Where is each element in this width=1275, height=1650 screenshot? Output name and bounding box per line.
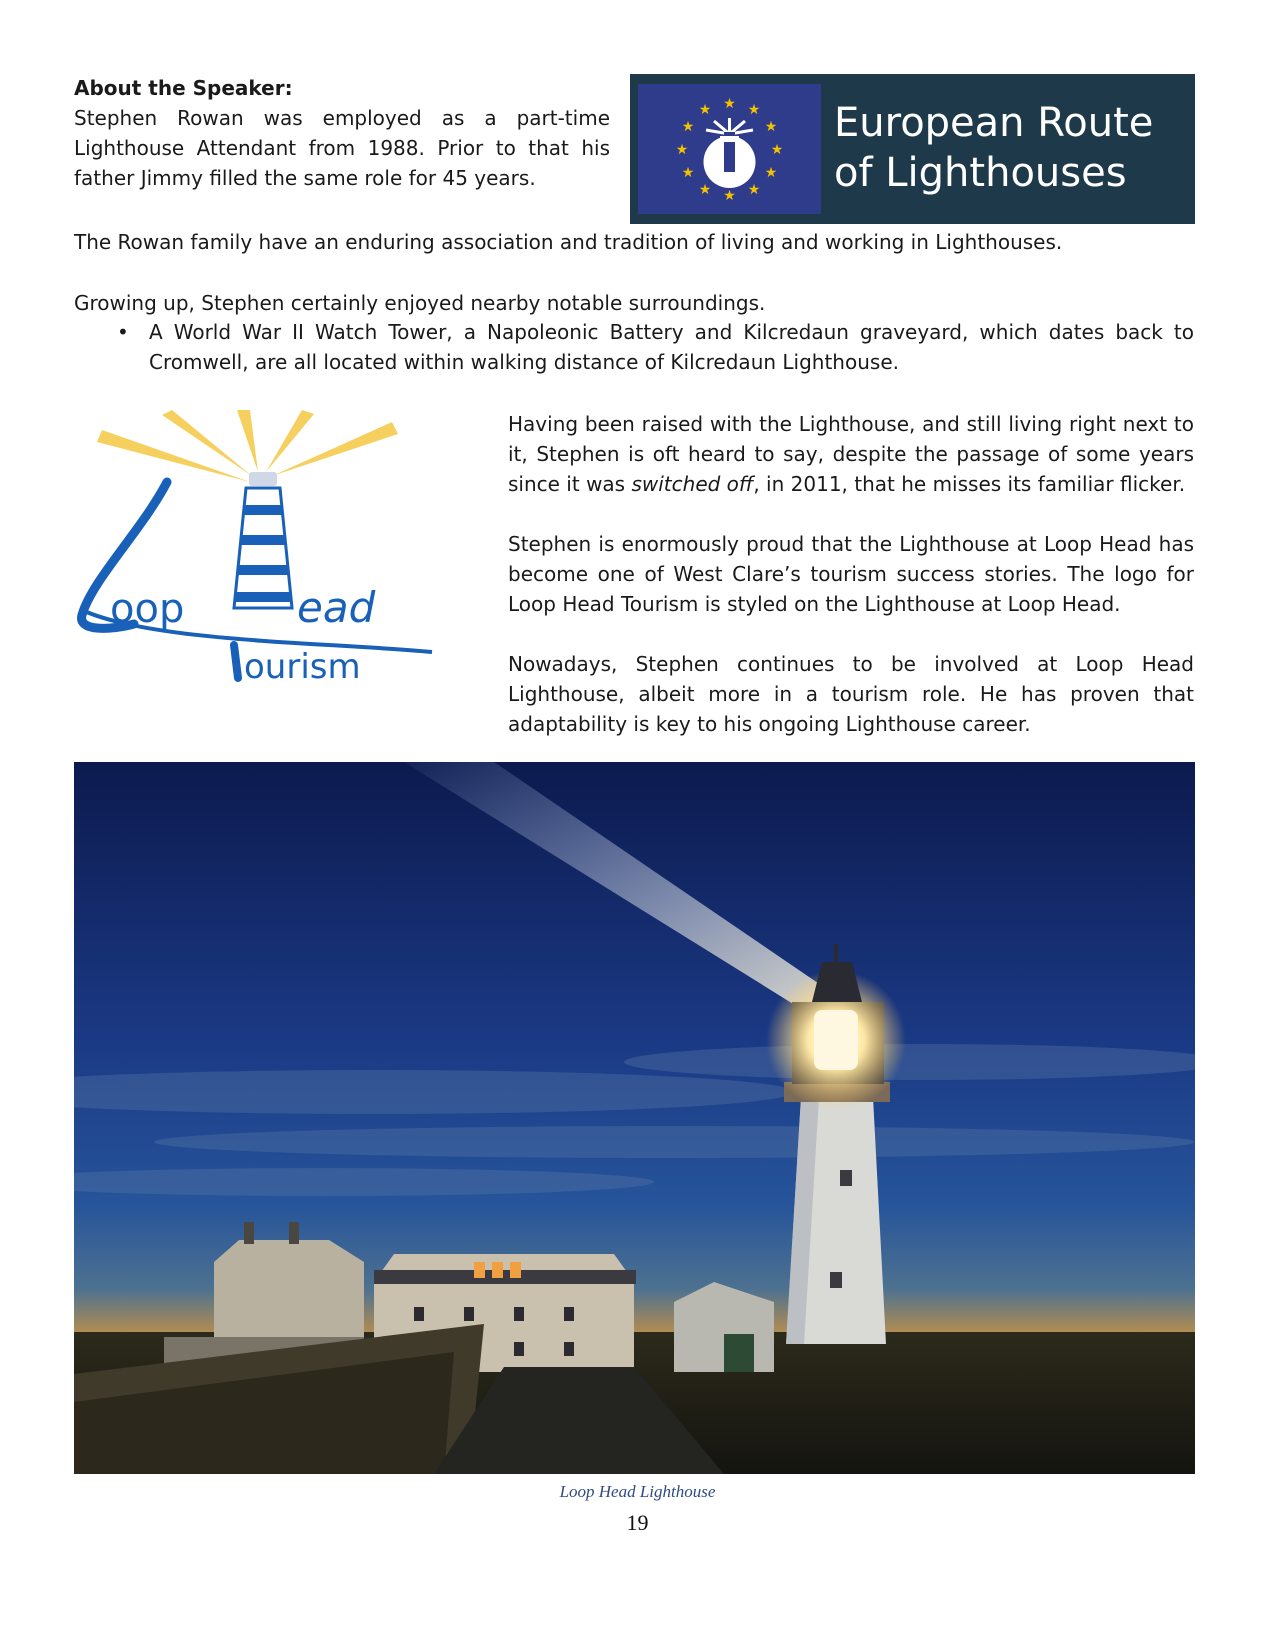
speaker-intro	[74, 73, 610, 193]
right-column	[508, 409, 1194, 739]
loop-head-lighthouse-photo	[74, 762, 1195, 1474]
svg-text:★: ★	[681, 119, 695, 135]
proud-paragraph: Stephen is enormously proud that the Lighthouse at Loop Head has become one of West Clare’s tourism success stories. The logo for Loop Head Tourism is styled on the Lighthouse at Loop Head.	[508, 532, 1194, 616]
loop-head-tourism-logo	[72, 410, 467, 720]
logo-lantern	[249, 472, 277, 486]
raised-paragraph-start: Having been raised with the Lighthouse, and still living right next to it, Stephen is oft heard to say, despite the passage of some years since it was	[508, 412, 1194, 496]
raised-paragraph	[508, 409, 1194, 499]
logo-word-loop: oop	[110, 586, 185, 632]
logo-letter-T	[234, 645, 238, 678]
svg-text:★: ★	[764, 119, 778, 135]
svg-text:★: ★	[675, 142, 689, 158]
bullet-text: A World War II Watch Tower, a Napoleonic Battery and Kilcredaun graveyard, which dates back to Cromwell, are all located within walking distance of Kilcredaun Lighthouse.	[149, 320, 1194, 374]
raised-paragraph-end: , in 2011, that he misses its familiar flicker.	[753, 472, 1186, 496]
bullet-list-item	[117, 317, 1194, 377]
nowadays-paragraph: Nowadays, Stephen continues to be involved at Loop Head Lighthouse, albeit more in a tourism role. He has proven that adaptability is key to his ongoing Lighthouse career.	[508, 652, 1194, 736]
logo-tower	[234, 488, 292, 608]
eu-logo-line1: European Route	[834, 100, 1154, 146]
speaker-heading: About the Speaker:	[74, 76, 293, 100]
eu-logo-line2: of Lighthouses	[834, 150, 1127, 196]
logo-word-tourism: ourism	[244, 647, 361, 687]
logo-word-head: ead	[297, 583, 376, 632]
svg-text:★: ★	[764, 165, 778, 181]
svg-text:★: ★	[698, 182, 712, 198]
logo-light-rays	[97, 410, 398, 482]
family-paragraph: The Rowan family have an enduring association and tradition of living and working in Lighthouses.	[74, 230, 1063, 254]
svg-text:★: ★	[681, 165, 695, 181]
svg-text:★: ★	[747, 182, 761, 198]
switched-off-emphasis: switched off	[631, 472, 754, 496]
svg-text:★: ★	[723, 188, 736, 204]
page-number: 19	[626, 1510, 649, 1535]
photo-caption: Loop Head Lighthouse	[559, 1482, 716, 1501]
svg-text:★: ★	[698, 102, 712, 118]
svg-text:★: ★	[723, 96, 736, 112]
svg-text:★: ★	[747, 102, 761, 118]
bullet-icon: •	[117, 320, 129, 344]
svg-text:★: ★	[770, 142, 784, 158]
speaker-intro-text: Stephen Rowan was employed as a part-time Lighthouse Attendant from 1988. Prior to that his father Jimmy filled the same role for 45 years.	[74, 106, 610, 190]
european-route-of-lighthouses-logo	[630, 74, 1195, 224]
growing-up-paragraph: Growing up, Stephen certainly enjoyed nearby notable surroundings.	[74, 291, 766, 315]
